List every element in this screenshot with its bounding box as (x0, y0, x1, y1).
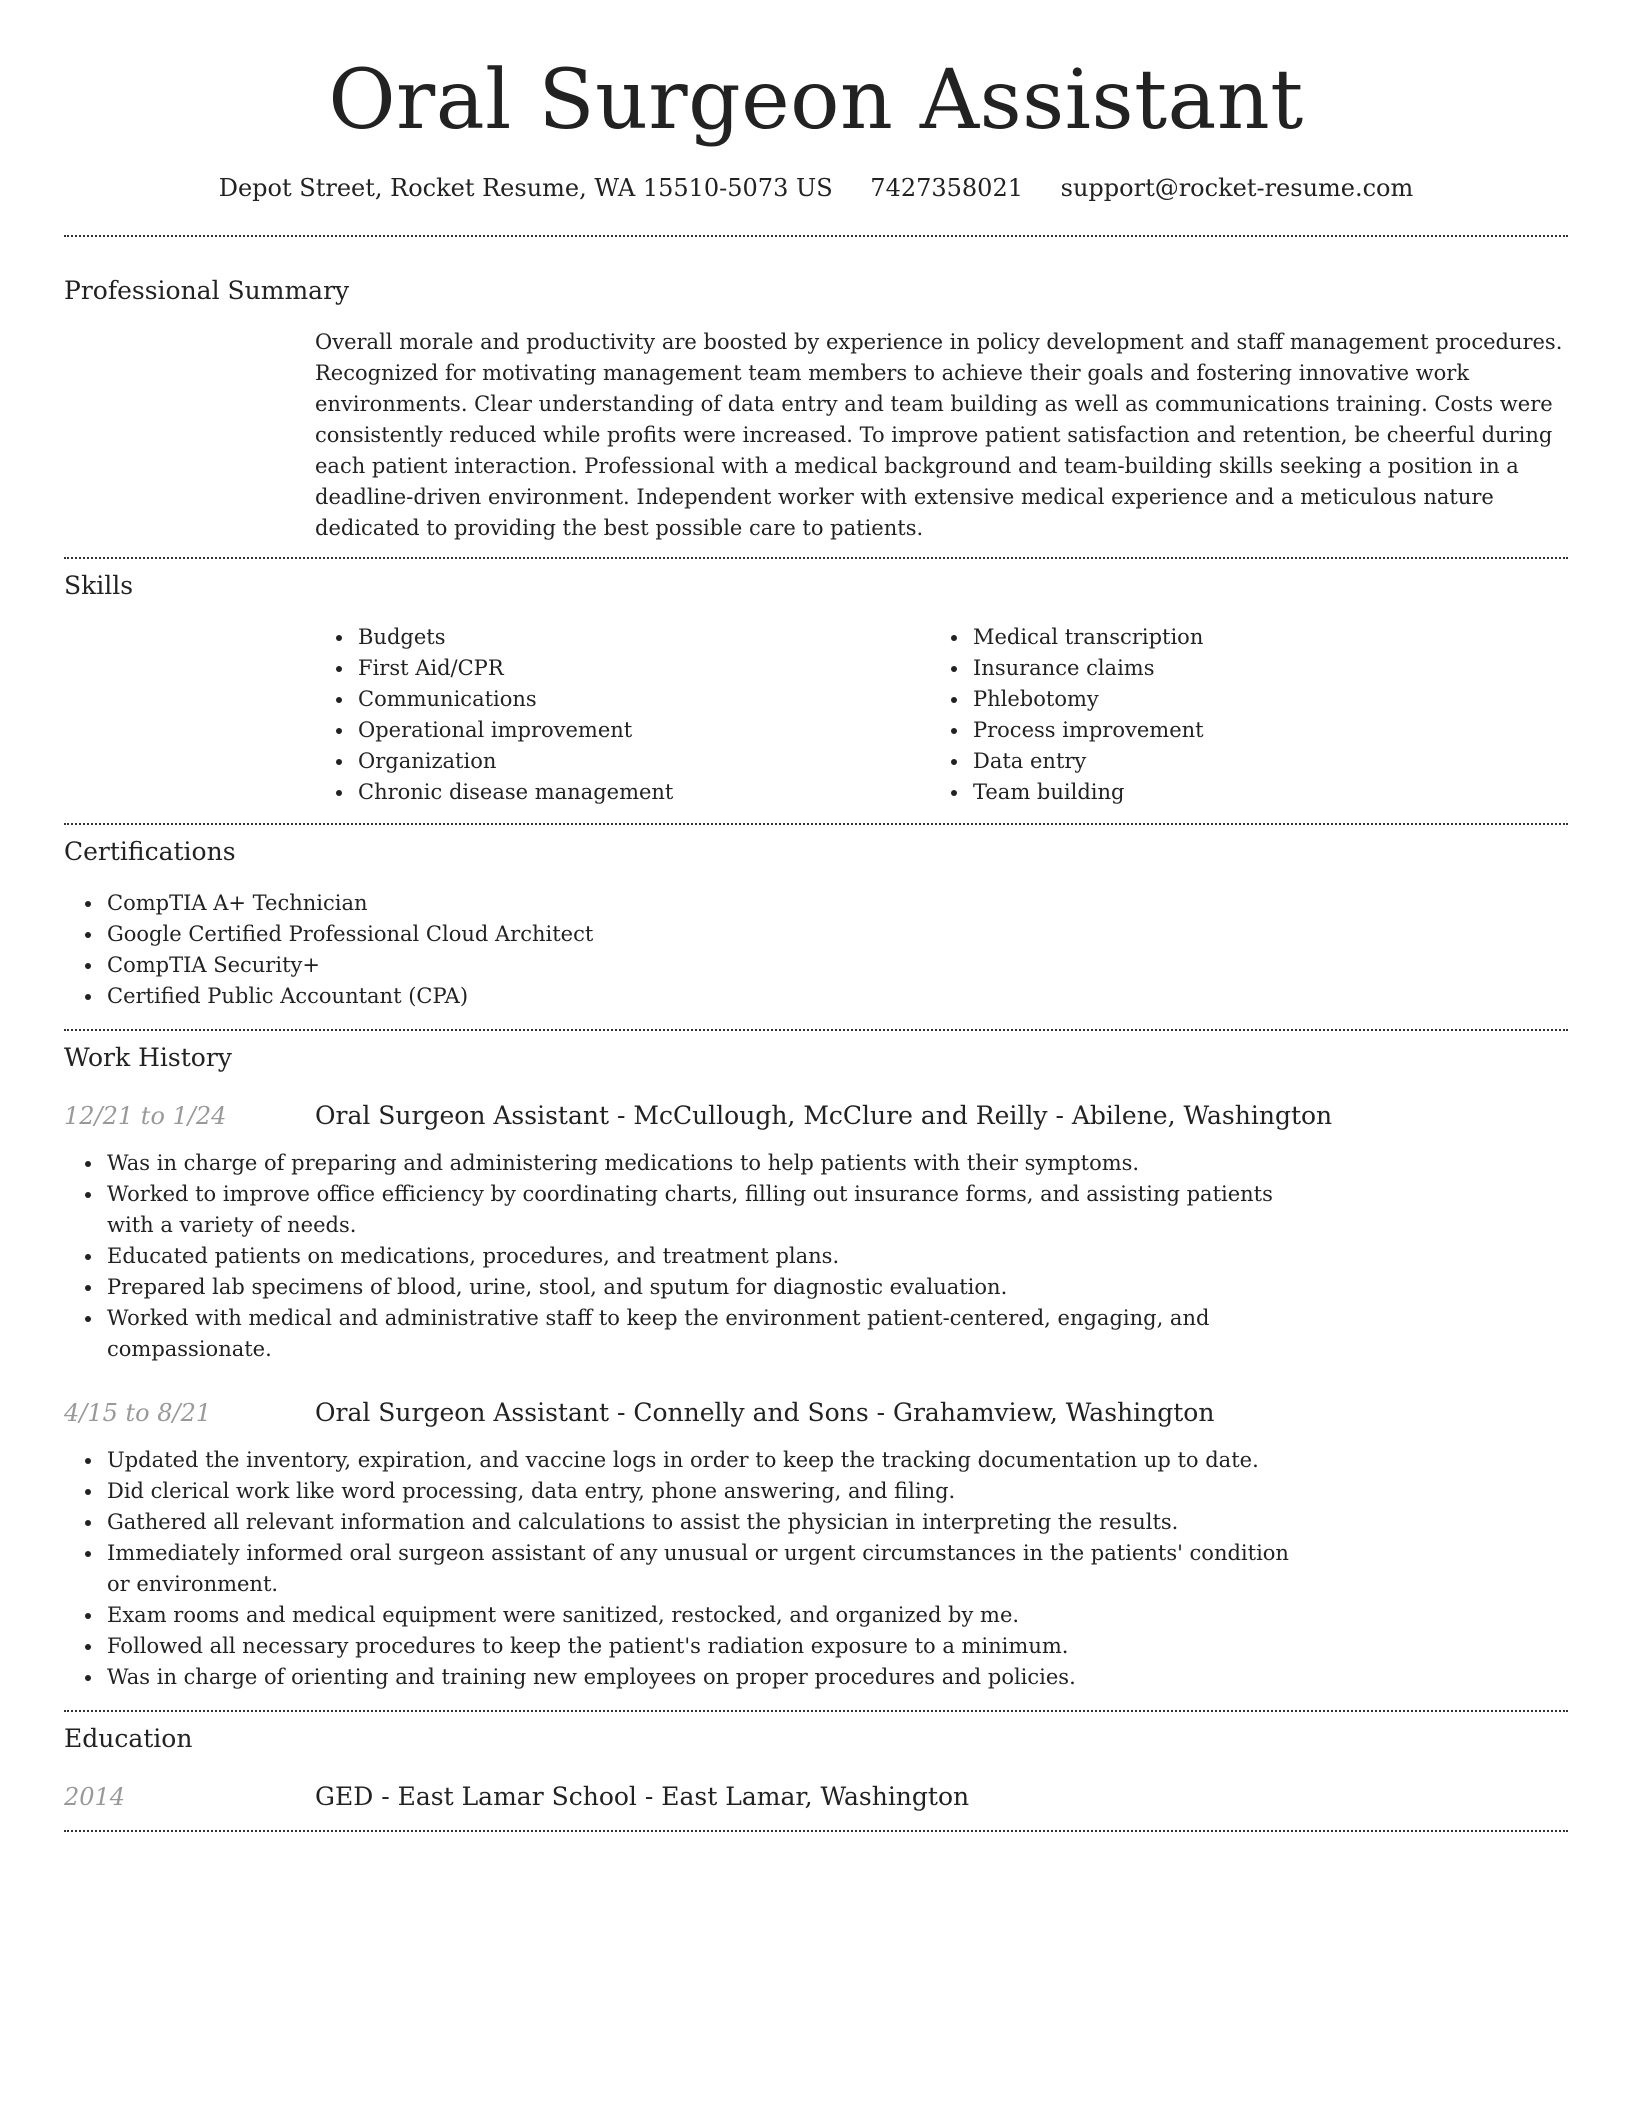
skill-item: Operational improvement (315, 715, 930, 746)
section-title-education: Education (64, 1724, 193, 1753)
job-bullet: Prepared lab specimens of blood, urine, stool, and sputum for diagnostic evaluation. (64, 1272, 1317, 1303)
job-bullet: Gathered all relevant information and calculations to assist the physician in interpreting the results. (64, 1507, 1317, 1538)
resume-page (64, 0, 1568, 1832)
section-divider (64, 1830, 1568, 1832)
skill-item: Process improvement (930, 715, 1545, 746)
skill-item: Phlebotomy (930, 684, 1545, 715)
section-divider (64, 557, 1568, 559)
skill-item: Chronic disease management (315, 777, 930, 808)
certification-item: CompTIA Security+ (64, 950, 1317, 981)
section-title-summary: Professional Summary (64, 276, 350, 305)
skill-item: Team building (930, 777, 1545, 808)
job-bullet: Did clerical work like word processing, data entry, phone answering, and filing. (64, 1476, 1317, 1507)
job-bullets (64, 1445, 1317, 1693)
job-entry (64, 1100, 1568, 1132)
candidate-name: Oral Surgeon Assistant (328, 53, 1304, 148)
job-heading: Oral Surgeon Assistant - Connelly and Sons - Grahamview, Washington (315, 1398, 1215, 1427)
certification-item: CompTIA A+ Technician (64, 888, 1317, 919)
job-bullet: Was in charge of orienting and training new employees on proper procedures and policies. (64, 1662, 1317, 1693)
skill-item: Organization (315, 746, 930, 777)
section-divider (64, 823, 1568, 825)
skills-list (315, 622, 1568, 808)
job-bullet: Followed all necessary procedures to keep the patient's radiation exposure to a minimum. (64, 1631, 1317, 1662)
skill-item: Medical transcription (930, 622, 1545, 653)
section-title-work-history: Work History (64, 1043, 232, 1072)
section-divider (64, 1029, 1568, 1031)
contact-email: support@rocket-resume.com (1060, 174, 1414, 202)
job-bullet: Worked with medical and administrative staff to keep the environment patient-centered, engaging, and compassionate. (64, 1303, 1317, 1365)
contact-line (64, 172, 1568, 204)
job-bullet: Exam rooms and medical equipment were sanitized, restocked, and organized by me. (64, 1600, 1317, 1631)
education-entry (64, 1781, 1568, 1813)
skill-item: Data entry (930, 746, 1545, 777)
summary-text: Overall morale and productivity are boosted by experience in policy development and staff management procedures. Recognized for motivating management team members to achieve their goals and fostering innovative work environments. Clear understanding of data entry and team building as well as communications training. Costs were consistently reduced while profits were increased. To improve patient satisfaction and retention, be cheerful during each patient interaction. Professional with a medical background and team-building skills seeking a position in a deadline-driven environment. Independent worker with extensive medical experience and a meticulous nature dedicated to providing the best possible care to patients. (315, 330, 1563, 540)
job-dates: 4/15 to 8/21 (64, 1399, 212, 1427)
skills-column-right (930, 622, 1545, 808)
skill-item: Communications (315, 684, 930, 715)
section-divider (64, 1710, 1568, 1712)
certifications-list (64, 888, 1317, 1012)
job-bullet: Worked to improve office efficiency by coordinating charts, filling out insurance forms, and assisting patients with a variety of needs. (64, 1179, 1317, 1241)
job-bullets (64, 1148, 1317, 1365)
certification-item: Certified Public Accountant (CPA) (64, 981, 1317, 1012)
job-bullet: Was in charge of preparing and administering medications to help patients with their symptoms. (64, 1148, 1317, 1179)
skill-item: First Aid/CPR (315, 653, 930, 684)
skill-item: Budgets (315, 622, 930, 653)
certification-item: Google Certified Professional Cloud Architect (64, 919, 1317, 950)
contact-phone: 7427358021 (870, 174, 1023, 202)
education-heading: GED - East Lamar School - East Lamar, Washington (315, 1782, 970, 1811)
job-bullet: Immediately informed oral surgeon assistant of any unusual or urgent circumstances in the patients' condition or environment. (64, 1538, 1317, 1600)
section-divider (64, 235, 1568, 237)
skill-item: Insurance claims (930, 653, 1545, 684)
job-dates: 12/21 to 1/24 (64, 1102, 227, 1130)
section-title-skills: Skills (64, 571, 134, 600)
section-title-certifications: Certifications (64, 837, 236, 866)
job-heading: Oral Surgeon Assistant - McCullough, McClure and Reilly - Abilene, Washington (315, 1101, 1333, 1130)
job-entry (64, 1397, 1568, 1429)
job-bullet: Educated patients on medications, procedures, and treatment plans. (64, 1241, 1317, 1272)
job-bullet: Updated the inventory, expiration, and vaccine logs in order to keep the tracking documentation up to date. (64, 1445, 1317, 1476)
skills-column-left (315, 622, 930, 808)
education-dates: 2014 (64, 1783, 126, 1811)
contact-address: Depot Street, Rocket Resume, WA 15510-5073 US (218, 174, 833, 202)
